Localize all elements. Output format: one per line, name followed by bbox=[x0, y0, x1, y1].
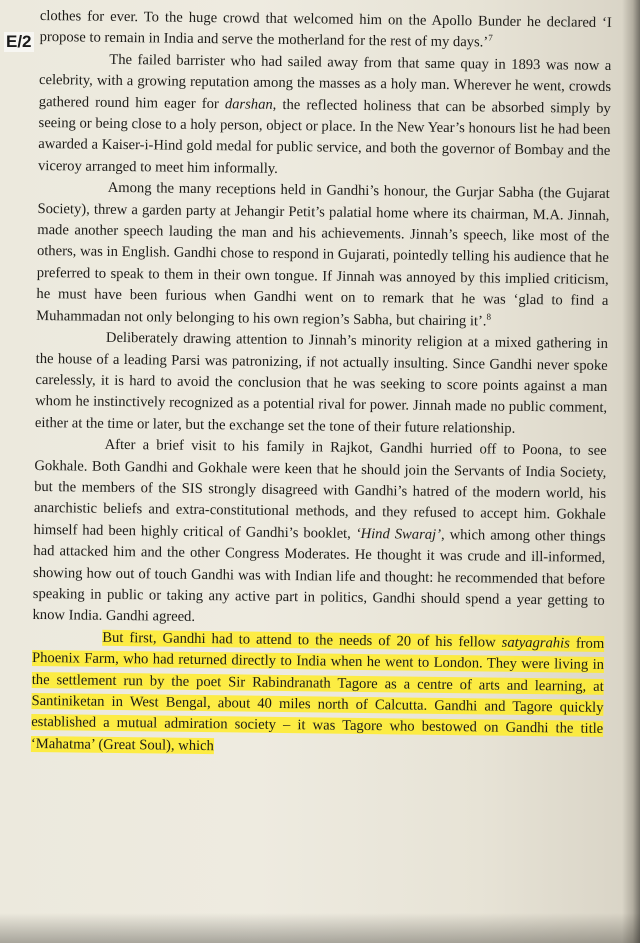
footnote-ref-8: 8 bbox=[486, 311, 492, 322]
highlight: But first, Gandhi had to attend to the needs of 20 of his fellow satyagrahis from Phoenix Farm, who had returned directly to India when he went to London. They were living in the settlement run by the poet Sir Rabindranath Tagore as a centre of arts and learning, at Santiniketan in West Bengal, about 40 miles north of Calcutta. Gandhi and Tagore quickly established a mutual admiration society – it was Tagore who bestowed on Gandhi the title ‘Mahatma’ (Great Soul), which bbox=[30, 629, 605, 754]
paragraph-1: The failed barrister who had sailed away from that same quay in 1893 was now a celebrity, with a growing reputation among the masses as a holy man. Wherever he went, crowds gathered round him eager for darshan, the reflected holiness that can be absorbed simply by seeing or being close to a holy person, object or place. In the New Year’s honours list he had been awarded a Kaiser-i-Hind gold medal for public service, and both the governor of Bombay and the viceroy arranged to meet him informally. bbox=[37, 51, 612, 177]
body-text bbox=[31, 6, 612, 762]
paragraph-2: Among the many receptions held in Gandhi’s honour, the Gurjar Sabha (the Gujarat Society), threw a garden party at Jehangir Petit’s palatial home where its chairman, M.A. Jinnah, made another speech lauding the man and his achievements. Jinnah’s speech, like most of the others, was in English. Gandhi chose to respond in Gujarati, pointedly telling his audience that he preferred to speak to them in their own tongue. If Jinnah was annoyed by this implied criticism, he must have been furious when Gandhi went on to remark that he was ‘glad to find a Muhammadan not only belonging to his own region’s Sabha, but chairing it’.$^8$ bbox=[36, 180, 610, 330]
page-edge-shadow bbox=[622, 0, 640, 943]
footnote-ref-7: 7 bbox=[488, 33, 493, 44]
highlighted-paragraph bbox=[31, 627, 605, 762]
page-bottom-shadow bbox=[0, 913, 640, 943]
paragraph-0: clothes for ever. To the huge crowd that welcomed him on the Apollo Bunder he declared ‘I propose to remain in India and serve the motherland for the rest of my days.’$^7$ bbox=[39, 7, 612, 51]
page-label: E/2 bbox=[6, 32, 32, 51]
paragraph-4: After a brief visit to his family in Rajkot, Gandhi hurried off to Poona, to see Gokhale. Both Gandhi and Gokhale were keen that he should join the Servants of India Society, but the members of the SIS strongly disagreed with Gandhi’s hatred of the modern world, his anarchistic beliefs and extra-constitutional methods, and they refused to accept him. Gokhale himself had been highly critical of Gandhi’s booklet, ‘Hind Swaraj’, which among other things had attacked him and the other Congress Moderates. He thought it was crude and ill-informed, showing how out of touch Gandhi was with Indian life and thought: he recommended that before speaking in public or taking any active part in politics, Gandhi should spend a year getting to know India. Gandhi agreed. bbox=[32, 436, 607, 626]
paragraph-3: Deliberately drawing attention to Jinnah’s minority religion at a mixed gathering in the house of a leading Parsi was patronizing, if not actually insulting. Since Gandhi never spoke carelessly, it is hard to avoid the conclusion that he was seeking to score points against a man whom he instinctively recognized as a potential rival for power. Jinnah made no public comment, either at the time or later, but the exchange set the tone of their future relationship. bbox=[34, 329, 609, 437]
